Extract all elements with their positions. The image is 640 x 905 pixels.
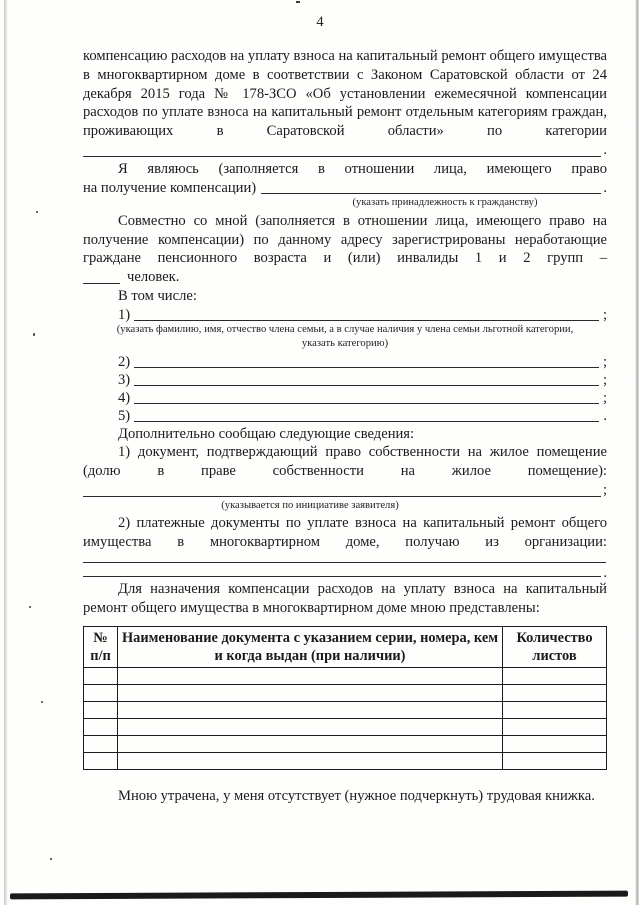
ownership-blank-line [83, 481, 607, 500]
table-row [84, 719, 607, 736]
paragraph-cohabitants: Совместно со мной (заполняется в отношении лица, имеющего право на получение компенсации) по данному адресу зарегистрированы неработающие граждане пенсионного возраста и (или) инвалиды 1 и 2 групп – [83, 212, 607, 267]
table-cell [503, 736, 607, 753]
scan-speck [33, 333, 35, 336]
table-cell [118, 736, 503, 753]
item-number: 3) [118, 371, 131, 388]
punctuation: ; [602, 481, 607, 498]
table-cell [84, 736, 118, 753]
persons-label: человек. [127, 269, 180, 286]
scan-edge-right [635, 0, 639, 905]
punctuation: . [603, 407, 607, 424]
punctuation: ; [602, 389, 607, 406]
table-header-row [84, 627, 607, 668]
paragraph-category: компенсацию расходов на уплату взноса на капитальный ремонт общего имущества в многоквартирном доме в соответствии с Законом Саратовской области от 24 декабря 2015 года № 178-ЗСО «Об установлении ежемесячной компенсации расходов по уплате взноса на капитальный ремонт отдельным категориям граждан, проживающих в Саратовской области» по категории [83, 48, 607, 140]
punctuation: . [603, 141, 607, 158]
table-row [84, 685, 607, 702]
item-number: 5) [118, 407, 131, 424]
member-line-4 [83, 389, 607, 407]
table-cell [503, 702, 607, 719]
table-cell [84, 668, 118, 685]
cohabitants-count-line [83, 268, 607, 287]
note-member-line1: (указать фамилию, имя, отчество члена семьи, а в случае наличия у члена семьи льготной категории, [116, 323, 574, 335]
paragraph-ownership-doc: 1) документ, подтверждающий право собственности на жилое помещение (долю в праве собственности на жилое помещение): [83, 444, 607, 480]
member-line-1 [83, 306, 607, 324]
table-cell [118, 685, 503, 702]
table-row [84, 736, 607, 753]
blank-underline [134, 403, 599, 404]
table-cell [84, 685, 118, 702]
blank-underline [83, 576, 601, 577]
scan-edge-bottom [10, 891, 628, 900]
table-header-sheet-count: Количество листов [503, 627, 607, 668]
blank-underline [83, 562, 606, 563]
paragraph-payment-docs: 2) платежные документы по уплате взноса на капитальный ремонт общего имущества в многоквартирном доме, получаю из организации: [83, 515, 607, 550]
paragraph-documents-presented: Для назначения компенсации расходов на уплату взноса на капитальный ремонт общего имущества в многоквартирном доме мною представлены: [83, 580, 607, 616]
blank-underline [83, 283, 120, 284]
item-number: 4) [118, 389, 131, 406]
table-cell [118, 753, 503, 770]
note-member-line2: указать категорию) [301, 338, 389, 350]
table-row [84, 702, 607, 719]
table-row [84, 753, 607, 770]
table-cell [118, 668, 503, 685]
punctuation: ; [602, 306, 607, 323]
paragraph-workbook: Мною утрачена, у меня отсутствует (нужное подчеркнуть) трудовая книжка. [118, 788, 595, 805]
blank-underline [261, 193, 601, 194]
blank-underline [134, 421, 599, 422]
scan-speck [29, 606, 31, 608]
scan-speck [50, 858, 52, 860]
including-label: В том числе: [118, 287, 197, 304]
table-cell [84, 702, 118, 719]
table-cell [503, 719, 607, 736]
page-number: 4 [316, 14, 324, 30]
member-line-5 [83, 407, 607, 425]
punctuation: ; [602, 371, 607, 388]
blank-underline [134, 367, 599, 368]
table-header-number: № п/п [84, 627, 118, 668]
scan-speck [41, 701, 43, 703]
note-applicant-initiative: (указывается по инициативе заявителя) [221, 499, 399, 511]
punctuation: . [603, 564, 607, 581]
document-body [83, 47, 607, 806]
member-line-2 [83, 353, 607, 371]
scan-speck [36, 211, 38, 213]
blank-underline [83, 496, 601, 497]
citizenship-line: Я являюсь (заполняется в отношении лица, имеющего право [118, 160, 607, 177]
table-cell [118, 702, 503, 719]
item-number: 1) [118, 306, 131, 323]
citizenship-text: на получение компенсации) [83, 179, 257, 196]
organization-blank-line-2 [83, 566, 607, 580]
scan-speck [296, 1, 300, 3]
scan-edge-left [4, 0, 8, 905]
blank-underline [83, 156, 601, 157]
table-cell [84, 719, 118, 736]
table-header-document-name: Наименование документа с указанием серии, номера, кем и когда выдан (при наличии) [118, 627, 503, 668]
note-citizenship: (указать принадлежность к гражданству) [352, 197, 538, 209]
table-cell [503, 685, 607, 702]
punctuation: . [603, 179, 607, 196]
citizenship-blank-line [83, 179, 607, 198]
member-line-3 [83, 371, 607, 389]
blank-line-category [83, 141, 607, 160]
table-row [84, 668, 607, 685]
documents-table [83, 626, 607, 770]
table-cell [84, 753, 118, 770]
item-number: 2) [118, 353, 131, 370]
table-cell [503, 753, 607, 770]
blank-underline [134, 385, 599, 386]
additional-info-label: Дополнительно сообщаю следующие сведения: [118, 425, 415, 442]
table-cell [503, 668, 607, 685]
blank-underline [134, 320, 599, 321]
table-cell [118, 719, 503, 736]
punctuation: ; [602, 353, 607, 370]
